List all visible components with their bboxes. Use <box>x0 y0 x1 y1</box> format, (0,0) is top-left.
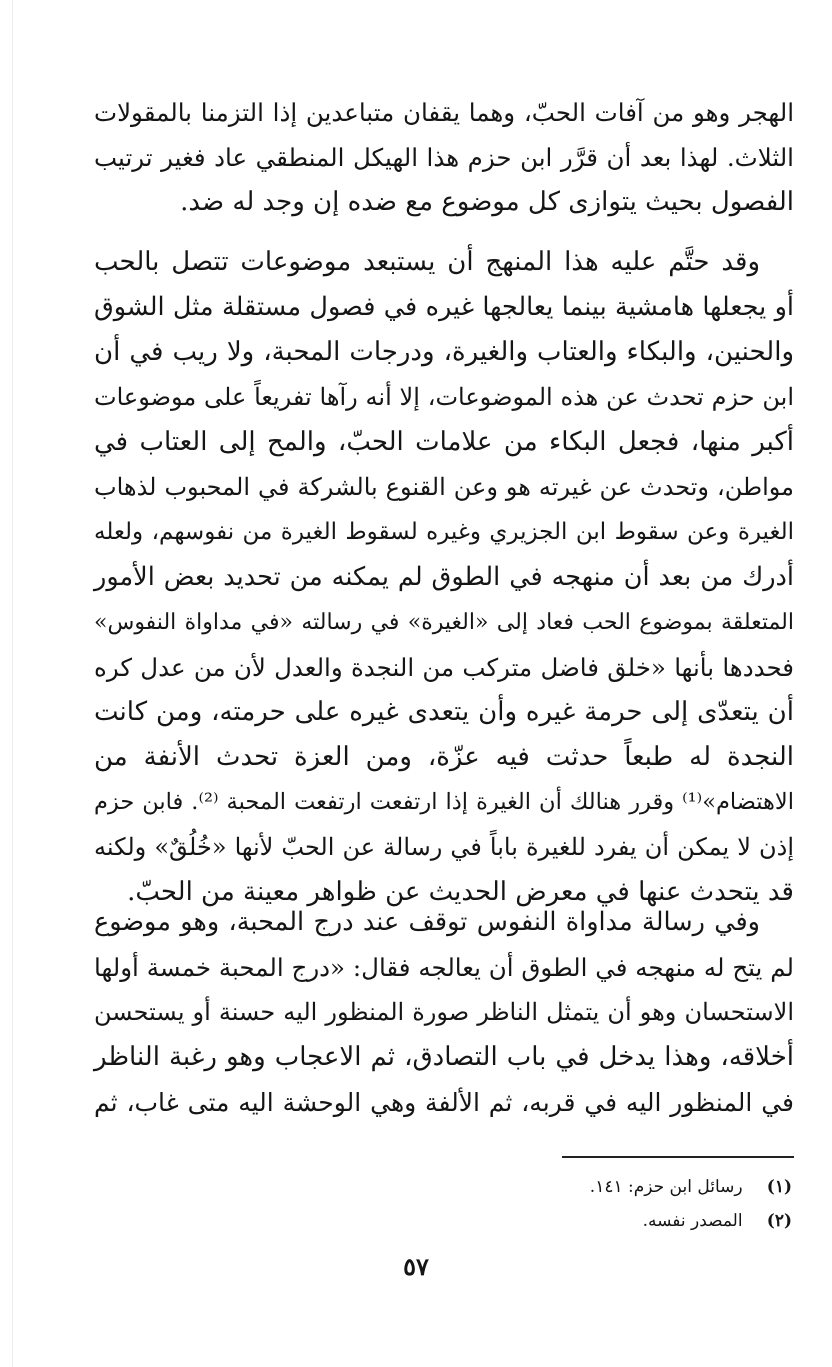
text-line: لم يتح له منهجه في الطوق أن يعالجه فقال: «درج المحبة خمسة أولها <box>94 953 794 982</box>
text-line: ابن حزم تحدث عن هذه الموضوعات، إلا أنه رآها تفريعاً على موضوعات <box>94 383 794 411</box>
footnote-divider <box>562 1156 794 1158</box>
text-line: إذن لا يمكن أن يفرد للغيرة باباً في رسالة عن الحبّ لأنها «خُلُقٌ» ولكنه <box>94 833 794 861</box>
text-line: في المنظور اليه في قربه، ثم الألفة وهي الوحشة اليه متى غاب، ثم <box>94 1088 794 1117</box>
footnote-text: المصدر نفسه. <box>642 1211 743 1231</box>
page-number: ٥٧ <box>403 1252 429 1281</box>
footnote-2 <box>392 1204 792 1238</box>
text-line: أدرك من بعد أن منهجه في الطوق لم يمكنه من تحديد بعض الأمور <box>94 562 794 592</box>
footnotes <box>392 1170 792 1238</box>
footnote-text: رسائل ابن حزم: ١٤١. <box>589 1177 743 1197</box>
paragraph-2 <box>94 240 794 915</box>
text-line: الاهتضام»⁽¹⁾ وقرر هنالك أن الغيرة إذا ارتفعت ارتفعت المحبة ⁽²⁾. فابن حزم <box>94 789 794 815</box>
footnote-number: (٢) <box>766 1211 792 1231</box>
text-line: أخلاقه، وهذا يدخل في باب التصادق، ثم الاعجاب وهو رغبة الناظر <box>94 1042 794 1072</box>
paragraph-1 <box>94 90 794 225</box>
text-line: فحددها بأنها «خلق فاضل متركب من النجدة والعدل لأن من عدل كره <box>94 653 794 682</box>
text-line: قد يتحدث عنها في معرض الحديث عن ظواهر معينة من الحبّ. <box>127 877 794 907</box>
paragraph-3 <box>94 900 794 1125</box>
text-line: الثلاث. لهذا بعد أن قرَّر ابن حزم هذا الهيكل المنطقي عاد فغير ترتيب <box>94 143 794 172</box>
footnote-number: (١) <box>766 1177 792 1197</box>
text-line: وقد حتَّم عليه هذا المنهج أن يستبعد موضوعات تتصل بالحب <box>94 247 760 277</box>
text-line: مواطن، وتحدث عن غيرته هو وعن القنوع بالشركة في المحبوب لذهاب <box>94 473 794 501</box>
text-line: أو يجعلها هامشية بينما يعالجها غيره في فصول مستقلة مثل الشوق <box>94 292 794 322</box>
text-line: الهجر وهو من آفات الحبّ، وهما يقفان متباعدين إذا التزمنا بالمقولات <box>94 98 794 127</box>
text-line: أن يتعدّى إلى حرمة غيره وأن يتعدى غيره على حرمته، ومن كانت <box>94 697 794 727</box>
text-line: الفصول بحيث يتوازى كل موضوع مع ضده إن وجد له ضد. <box>180 187 794 217</box>
text-line: الاستحسان وهو أن يتمثل الناظر صورة المنظور اليه حسنة أو يستحسن <box>94 998 794 1026</box>
text-line: النجدة له طبعاً حدثت فيه عزّة، ومن العزة تحدث الأنفة من <box>94 742 794 772</box>
footnote-1 <box>392 1170 792 1204</box>
text-line: الغيرة وعن سقوط ابن الجزيري وغيره لسقوط الغيرة من نفوسهم، ولعله <box>94 519 794 545</box>
text-line: وفي رسالة مداواة النفوس توقف عند درج المحبة، وهو موضوع <box>94 907 760 937</box>
text-line: أكبر منها، فجعل البكاء من علامات الحبّ، والمح إلى العتاب في <box>94 427 794 457</box>
text-line: والحنين، والبكاء والعتاب والغيرة، ودرجات المحبة، ولا ريب في أن <box>94 337 794 367</box>
text-line: المتعلقة بموضوع الحب فعاد إلى «الغيرة» في رسالته «في مداواة النفوس» <box>94 610 794 635</box>
page-edge-line <box>12 0 13 1367</box>
